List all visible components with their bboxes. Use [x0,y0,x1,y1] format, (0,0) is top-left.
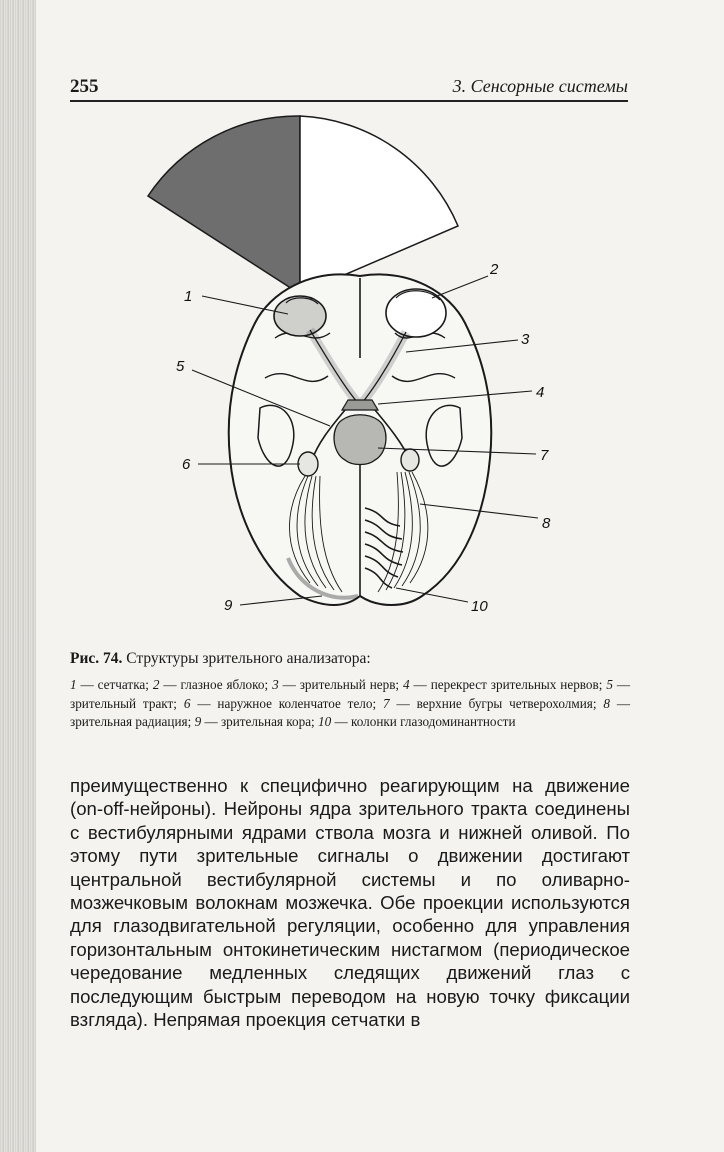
legend-text: наружное коленчатое тело; [217,695,377,711]
visual-field-left [148,116,300,294]
page-binding-shadow [0,0,36,1152]
caption-label: Рис. 74. [70,650,123,667]
legend-number: 2 [152,677,160,692]
optic-chiasm [342,400,378,410]
figure-caption [70,648,630,732]
legend-text: перекрест зрительных нервов; [430,677,603,692]
legend-text: зрительный тракт; [70,695,177,711]
legend-text: зрительная кора; [220,714,315,729]
eyeball-left [274,296,326,336]
legend-number: 9 [194,714,202,729]
legend-number: 6 [183,695,191,711]
callout-2: 2 [490,261,499,278]
legend-text: зрительный нерв; [299,677,400,692]
callout-7: 7 [540,447,549,464]
lgn-left [298,452,318,476]
legend-text: колонки глазодоминантности [351,714,516,729]
legend-text: зрительная радиация; [70,714,192,729]
callout-1: 1 [184,288,193,305]
callout-5: 5 [176,358,185,375]
legend-number: 10 [318,714,332,729]
legend-number: 8 [603,695,610,711]
visual-analyzer-figure [60,108,660,648]
callout-6: 6 [182,456,191,473]
callout-8: 8 [542,515,551,532]
callout-10: 10 [471,598,488,615]
caption-title-text: Структуры зрительного анализатора: [126,650,371,667]
visual-field-right [300,116,458,294]
lgn-right [401,449,419,471]
legend-number: 4 [403,677,410,692]
legend-number: 1 [70,677,77,692]
callout-4: 4 [536,384,545,401]
legend-number: 3 [272,677,279,692]
legend-text: глазное яблоко; [180,677,269,692]
page-header [70,74,628,102]
brain-diagram [60,108,660,648]
running-title: 3. Сенсорные системы [452,76,628,96]
body-paragraph: преимущественно к специфично реагирующим на движение (on-off-нейроны). Нейроны ядра зрительного тракта соединены с вестибулярными ядрами ствола мозга и нижней оливой. По этому пути зрительные сигналы о движении достигают центральной вестибулярной системы и по оливарно-мозжечковым волокнам мозжечка. Обе проекции используются для глазодвигательной регуляции, особенно для управления горизонтальным онтокинетическим нистагмом (периодическое чередование медленных следящих движений глаз с последующим быстрым переводом на новую точку фиксации взгляда). Непрямая проекция сетчатки в [70,775,630,1031]
legend-text: верхние бугры четверохолмия; [416,695,597,711]
legend-number: 7 [383,695,390,711]
midbrain [334,415,386,465]
caption-legend: 1 — сетчатка; 2 — глазное яблоко; 3 — зрительный нерв; 4 — перекрест зрительных нервов; 5 — зрительный тракт; 6 — наружное коленчатое тело; 7 — верхние бугры четверохолмия; 8 — зрительная радиация; 9 — зрительная кора; 10 — колонки глазодоминантности [70,677,631,729]
legend-text: сетчатка; [97,677,149,692]
callout-9: 9 [224,597,233,614]
legend-number: 5 [606,677,613,692]
body-text [70,774,630,1031]
page-number: 255 [70,76,99,97]
caption-title [70,648,630,670]
callout-3: 3 [521,331,530,348]
